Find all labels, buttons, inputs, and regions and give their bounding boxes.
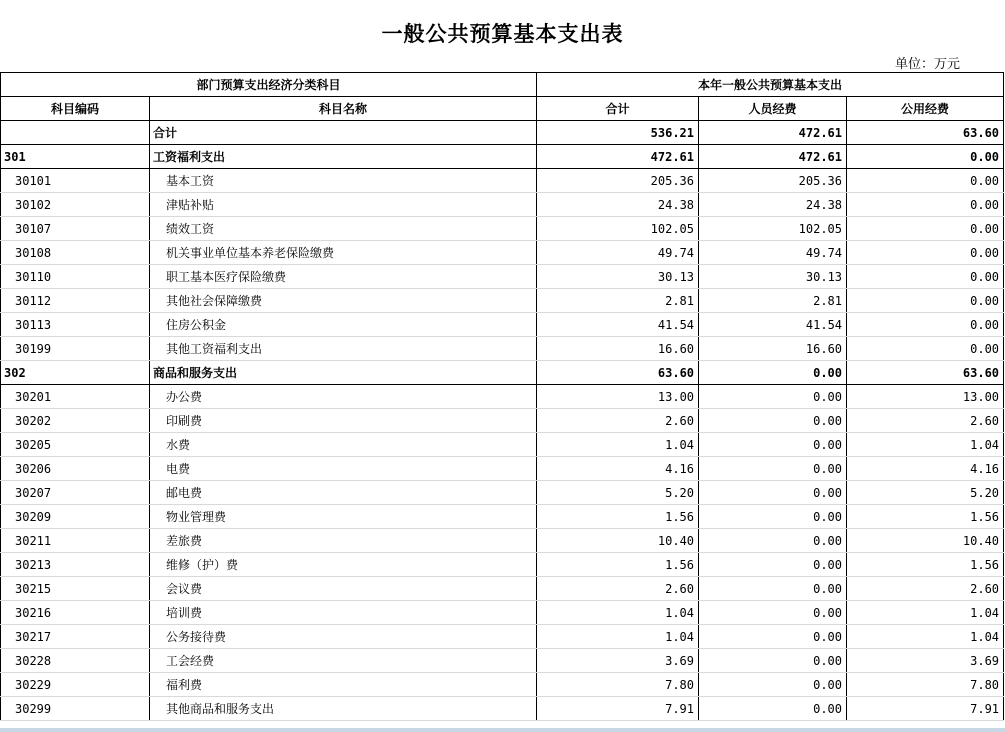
row-personnel: 0.00 (699, 697, 847, 721)
row-public: 7.91 (847, 697, 1004, 721)
row-total: 5.20 (537, 481, 699, 505)
table-row (1, 433, 1004, 457)
table-row (1, 313, 1004, 337)
row-personnel: 0.00 (699, 361, 847, 385)
row-personnel: 0.00 (699, 457, 847, 481)
row-public: 0.00 (847, 145, 1004, 169)
row-name: 培训费 (150, 601, 537, 625)
row-name: 公务接待费 (150, 625, 537, 649)
row-personnel: 0.00 (699, 433, 847, 457)
row-public: 1.56 (847, 505, 1004, 529)
row-total: 4.16 (537, 457, 699, 481)
row-code: 30228 (1, 649, 150, 673)
row-name: 物业管理费 (150, 505, 537, 529)
header-group-classification: 部门预算支出经济分类科目 (1, 73, 537, 97)
table-row (1, 577, 1004, 601)
row-total: 63.60 (537, 361, 699, 385)
row-total: 1.04 (537, 601, 699, 625)
row-code: 30205 (1, 433, 150, 457)
row-code: 30199 (1, 337, 150, 361)
row-public: 2.60 (847, 577, 1004, 601)
table-row (1, 553, 1004, 577)
row-public: 10.40 (847, 529, 1004, 553)
row-name: 商品和服务支出 (150, 361, 537, 385)
row-personnel: 41.54 (699, 313, 847, 337)
row-personnel: 0.00 (699, 553, 847, 577)
row-personnel: 30.13 (699, 265, 847, 289)
header-code: 科目编码 (1, 97, 150, 121)
row-code: 30108 (1, 241, 150, 265)
row-code: 30217 (1, 625, 150, 649)
row-personnel: 16.60 (699, 337, 847, 361)
row-code: 30206 (1, 457, 150, 481)
row-name: 水费 (150, 433, 537, 457)
unit-label: 单位：万元 (894, 57, 960, 72)
table-row (1, 121, 1004, 145)
row-code: 30101 (1, 169, 150, 193)
row-personnel: 0.00 (699, 601, 847, 625)
row-code: 302 (1, 361, 150, 385)
row-total: 205.36 (537, 169, 699, 193)
row-code: 30213 (1, 553, 150, 577)
row-personnel: 0.00 (699, 481, 847, 505)
row-total: 30.13 (537, 265, 699, 289)
row-code: 301 (1, 145, 150, 169)
row-public: 0.00 (847, 337, 1004, 361)
row-total: 16.60 (537, 337, 699, 361)
row-name: 邮电费 (150, 481, 537, 505)
row-public: 0.00 (847, 265, 1004, 289)
table-row (1, 457, 1004, 481)
row-total: 1.04 (537, 625, 699, 649)
row-name: 其他工资福利支出 (150, 337, 537, 361)
row-name: 机关事业单位基本养老保险缴费 (150, 241, 537, 265)
row-total: 10.40 (537, 529, 699, 553)
row-personnel: 0.00 (699, 625, 847, 649)
row-personnel: 0.00 (699, 409, 847, 433)
row-total: 102.05 (537, 217, 699, 241)
row-personnel: 0.00 (699, 673, 847, 697)
table-row (1, 145, 1004, 169)
table-row (1, 697, 1004, 721)
header-name: 科目名称 (150, 97, 537, 121)
row-name: 其他商品和服务支出 (150, 697, 537, 721)
row-personnel: 472.61 (699, 121, 847, 145)
row-public: 0.00 (847, 193, 1004, 217)
table-row (1, 193, 1004, 217)
table-row (1, 217, 1004, 241)
row-name: 福利费 (150, 673, 537, 697)
row-public: 0.00 (847, 217, 1004, 241)
row-total: 7.91 (537, 697, 699, 721)
row-code (1, 121, 150, 145)
header-group-expenditure: 本年一般公共预算基本支出 (537, 73, 1004, 97)
table-row (1, 649, 1004, 673)
table-row (1, 601, 1004, 625)
table-row (1, 169, 1004, 193)
row-name: 其他社会保障缴费 (150, 289, 537, 313)
row-public: 2.60 (847, 409, 1004, 433)
row-total: 41.54 (537, 313, 699, 337)
row-name: 办公费 (150, 385, 537, 409)
page-title: 一般公共预算基本支出表 (381, 21, 624, 46)
row-code: 30110 (1, 265, 150, 289)
row-public: 0.00 (847, 241, 1004, 265)
row-personnel: 102.05 (699, 217, 847, 241)
row-public: 1.04 (847, 601, 1004, 625)
row-public: 1.56 (847, 553, 1004, 577)
row-public: 63.60 (847, 121, 1004, 145)
row-total: 472.61 (537, 145, 699, 169)
table-row (1, 673, 1004, 697)
row-public: 0.00 (847, 289, 1004, 313)
row-personnel: 0.00 (699, 529, 847, 553)
row-code: 30211 (1, 529, 150, 553)
row-code: 30207 (1, 481, 150, 505)
budget-table (0, 72, 1004, 721)
row-name: 印刷费 (150, 409, 537, 433)
row-public: 4.16 (847, 457, 1004, 481)
table-row (1, 241, 1004, 265)
row-public: 1.04 (847, 625, 1004, 649)
row-total: 2.60 (537, 409, 699, 433)
row-public: 0.00 (847, 169, 1004, 193)
row-total: 1.56 (537, 505, 699, 529)
row-total: 2.81 (537, 289, 699, 313)
row-total: 24.38 (537, 193, 699, 217)
table-row (1, 337, 1004, 361)
table-row (1, 289, 1004, 313)
row-public: 7.80 (847, 673, 1004, 697)
table-row (1, 529, 1004, 553)
row-total: 3.69 (537, 649, 699, 673)
row-total: 536.21 (537, 121, 699, 145)
row-name: 住房公积金 (150, 313, 537, 337)
table-row (1, 481, 1004, 505)
row-name: 职工基本医疗保险缴费 (150, 265, 537, 289)
row-code: 30299 (1, 697, 150, 721)
row-public: 13.00 (847, 385, 1004, 409)
row-total: 1.04 (537, 433, 699, 457)
row-total: 2.60 (537, 577, 699, 601)
table-row (1, 385, 1004, 409)
window-bottom-edge (0, 728, 1005, 732)
row-code: 30102 (1, 193, 150, 217)
row-code: 30216 (1, 601, 150, 625)
row-personnel: 0.00 (699, 649, 847, 673)
row-code: 30112 (1, 289, 150, 313)
row-code: 30215 (1, 577, 150, 601)
row-total: 7.80 (537, 673, 699, 697)
row-public: 5.20 (847, 481, 1004, 505)
header-total: 合计 (537, 97, 699, 121)
row-public: 1.04 (847, 433, 1004, 457)
row-name: 电费 (150, 457, 537, 481)
row-code: 30113 (1, 313, 150, 337)
row-name: 差旅费 (150, 529, 537, 553)
row-name: 维修（护）费 (150, 553, 537, 577)
row-personnel: 49.74 (699, 241, 847, 265)
table-body (1, 121, 1004, 721)
row-name: 津贴补贴 (150, 193, 537, 217)
header-personnel: 人员经费 (699, 97, 847, 121)
row-code: 30201 (1, 385, 150, 409)
row-personnel: 472.61 (699, 145, 847, 169)
row-code: 30209 (1, 505, 150, 529)
row-personnel: 0.00 (699, 385, 847, 409)
header-public: 公用经费 (847, 97, 1004, 121)
row-name: 工会经费 (150, 649, 537, 673)
row-personnel: 2.81 (699, 289, 847, 313)
row-total: 13.00 (537, 385, 699, 409)
table-row (1, 505, 1004, 529)
row-public: 3.69 (847, 649, 1004, 673)
table-row (1, 361, 1004, 385)
row-name: 合计 (150, 121, 537, 145)
table-row (1, 409, 1004, 433)
row-personnel: 24.38 (699, 193, 847, 217)
row-code: 30202 (1, 409, 150, 433)
table-row (1, 265, 1004, 289)
row-public: 0.00 (847, 313, 1004, 337)
row-personnel: 0.00 (699, 505, 847, 529)
row-code: 30229 (1, 673, 150, 697)
row-name: 会议费 (150, 577, 537, 601)
row-name: 工资福利支出 (150, 145, 537, 169)
table-row (1, 625, 1004, 649)
row-public: 63.60 (847, 361, 1004, 385)
row-total: 49.74 (537, 241, 699, 265)
row-personnel: 0.00 (699, 577, 847, 601)
row-total: 1.56 (537, 553, 699, 577)
row-code: 30107 (1, 217, 150, 241)
row-name: 绩效工资 (150, 217, 537, 241)
row-name: 基本工资 (150, 169, 537, 193)
row-personnel: 205.36 (699, 169, 847, 193)
